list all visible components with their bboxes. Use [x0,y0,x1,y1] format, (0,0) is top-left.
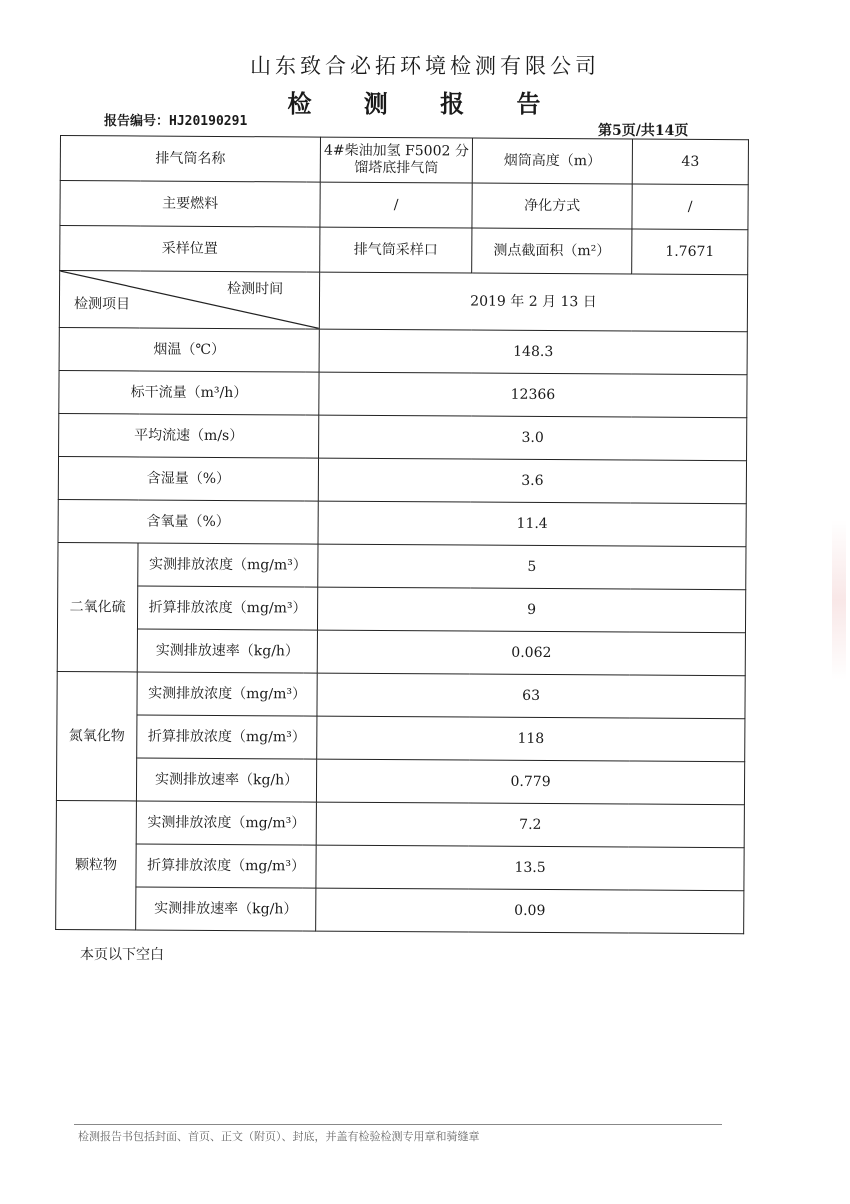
row-label: 含氧量（%） [58,499,318,544]
item-label: 折算排放浓度（mg/m³） [137,586,317,630]
stack-height-value: 43 [632,139,748,185]
row-value: 11.4 [318,501,746,547]
item-value: 118 [317,716,745,762]
seal-edge-mark [832,520,846,680]
item-value: 0.062 [317,630,745,676]
item-label: 实测排放浓度（mg/m³） [137,672,317,716]
area-value: 1.7671 [632,229,748,275]
company-name: 山东致合必拓环境检测有限公司 [250,54,600,78]
report-title: 检 测 报 告 [287,89,563,118]
row-value: 3.0 [319,415,747,461]
item-value: 0.779 [316,759,744,805]
row-label: 平均流速（m/s） [59,413,319,458]
item-label: 实测排放速率（kg/h） [136,758,316,802]
group-name: 颗粒物 [56,800,137,929]
page-indicator: 第5页/共14页 [598,123,689,139]
item-label: 折算排放浓度（mg/m³） [137,715,317,759]
item-value: 0.09 [316,888,744,934]
sampling-value: 排气筒采样口 [320,227,472,273]
footer-note: 检测报告书包括封面、首页、正文（附页）、封底，并盖有检验检测专用章和骑缝章 [78,1130,480,1143]
purification-label: 净化方式 [472,183,632,229]
row-value: 148.3 [319,329,747,375]
diag-item-label: 检测项目 [73,296,131,313]
stack-name-label: 排气筒名称 [60,136,320,183]
diagonal-header-cell [59,271,319,330]
stack-name-value: 4#柴油加氢 F5002 分馏塔底排气筒 [320,137,472,183]
row-label: 含湿量（%） [58,456,318,501]
item-value: 7.2 [316,802,744,848]
stack-height-label: 烟筒高度（m） [472,138,632,184]
fuel-label: 主要燃料 [60,181,320,228]
row-value: 12366 [319,372,747,418]
row-label: 标干流量（m³/h） [59,370,319,415]
item-value: 13.5 [316,845,744,891]
blank-below-note: 本页以下空白 [80,947,164,963]
item-value: 5 [318,544,746,590]
item-label: 实测排放速率（kg/h） [137,629,317,673]
row-label: 烟温（℃） [59,327,319,372]
item-label: 折算排放浓度（mg/m³） [136,844,316,888]
diag-time-label: 检测时间 [227,281,284,298]
report-table [55,135,749,934]
area-label: 测点截面积（m²） [472,228,632,274]
item-value: 63 [317,673,745,719]
report-number: 报告编号：HJ20190291 [104,114,248,129]
group-name: 二氧化硫 [57,542,138,671]
report-table-container [55,135,768,934]
item-label: 实测排放速率（kg/h） [136,887,316,931]
test-date: 2019 年 2 月 13 日 [319,272,747,332]
sampling-label: 采样位置 [60,226,320,273]
item-label: 实测排放浓度（mg/m³） [138,543,318,587]
purification-value: / [632,184,748,230]
footer-divider [74,1124,722,1125]
item-label: 实测排放浓度（mg/m³） [136,801,316,845]
item-value: 9 [318,587,746,633]
group-name: 氮氧化物 [56,671,137,800]
fuel-value: / [320,182,472,228]
row-value: 3.6 [318,458,746,504]
